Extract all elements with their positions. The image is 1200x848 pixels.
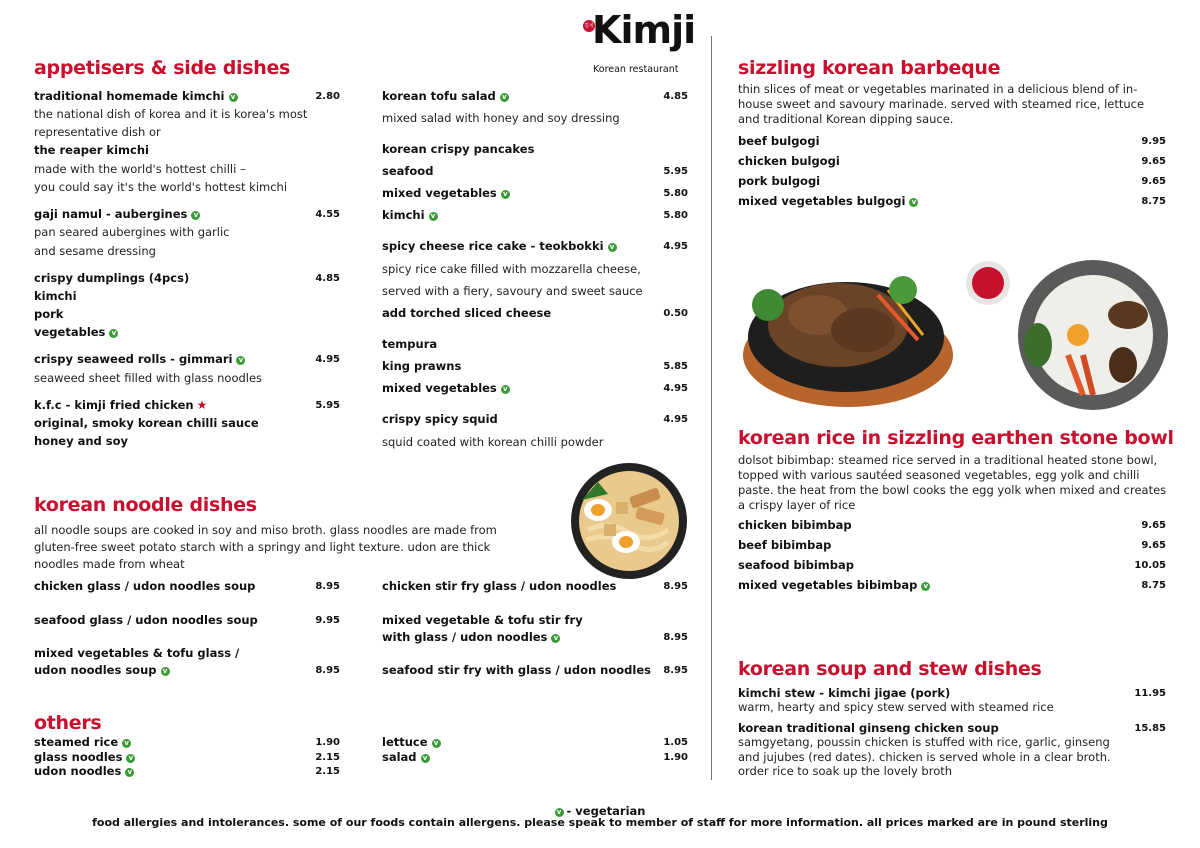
- vegetarian-icon: v: [236, 356, 245, 365]
- item-name: pork bulgogi: [738, 174, 821, 188]
- item-name: seafood bibimbap: [738, 558, 854, 572]
- vegetarian-icon: v: [125, 768, 134, 777]
- logo-badge-icon: 김치: [583, 20, 595, 32]
- item-price: 8.95: [663, 581, 688, 592]
- item-price: 4.85: [663, 91, 688, 102]
- item-description: seaweed sheet filled with glass noodles: [34, 371, 263, 385]
- item-price: 5.80: [663, 188, 688, 199]
- item-price: 4.95: [663, 383, 688, 394]
- item-name: tempura: [382, 337, 438, 351]
- item-price: 2.15: [315, 752, 340, 763]
- item-price: 4.85: [315, 273, 340, 284]
- item-name: k.f.c - kimji fried chicken ★: [34, 398, 208, 412]
- item-price: 8.95: [315, 581, 340, 592]
- vegetarian-icon: v: [161, 667, 170, 676]
- section-intro: dolsot bibimbap: steamed rice served in a traditional heated stone bowl, topped with various sautéed seasoned vegetables, egg yolk and chilli paste. the heat from the bowl cooks the egg yolk when mixed and creates a crispy layer of rice: [738, 453, 1167, 512]
- section-intro: all noodle soups are cooked in soy and miso broth. glass noodles are made from gluten-free sweet potato starch with a springy and light texture. udon are thick noodles made from wheat: [34, 523, 497, 571]
- item-name: kimchi stew - kimchi jigae (pork): [738, 686, 951, 700]
- vegetarian-icon: v: [421, 754, 430, 763]
- item-option: kimchi v: [382, 208, 438, 222]
- bbq-bibimbap-photo: [738, 255, 1168, 415]
- vegetarian-icon: v: [432, 739, 441, 748]
- item-price: 9.95: [1141, 136, 1166, 147]
- item-name: mixed vegetables & tofu glass /: [34, 646, 240, 660]
- item-price: 8.95: [663, 665, 688, 676]
- item-description: samgyetang, poussin chicken is stuffed with rice, garlic, ginseng and jujubes (red dates). chicken is served whole in a clear broth. order rice to soak up the lovely broth: [738, 735, 1111, 778]
- item-description: spicy rice cake filled with mozzarella cheese,: [382, 262, 641, 276]
- item-description: made with the world's hottest chilli –: [34, 162, 246, 176]
- item-name: mixed vegetables bibimbap v: [738, 578, 930, 592]
- vegetarian-icon: v: [429, 212, 438, 221]
- item-price: 8.95: [663, 632, 688, 643]
- item-option: king prawns: [382, 359, 462, 373]
- item-description: pan seared aubergines with garlic: [34, 225, 230, 239]
- item-name: seafood stir fry with glass / udon noodles: [382, 663, 651, 677]
- section-heading-soup: korean soup and stew dishes: [738, 658, 1042, 680]
- vegetarian-legend: v - vegetarian: [0, 800, 1200, 819]
- vegetarian-icon: v: [126, 754, 135, 763]
- item-option: pork: [34, 307, 64, 321]
- item-name: seafood glass / udon noodles soup: [34, 613, 258, 627]
- logo-tagline: Korean restaurant: [593, 64, 679, 75]
- item-description: warm, hearty and spicy stew served with steamed rice: [738, 700, 1054, 714]
- item-price: 0.50: [663, 308, 688, 319]
- vegetarian-icon: v: [555, 808, 564, 817]
- item-name: mixed vegetable & tofu stir fry: [382, 613, 583, 627]
- logo-wordmark: Kimji: [592, 8, 696, 52]
- item-price: 1.05: [663, 737, 688, 748]
- item-description: mixed salad with honey and soy dressing: [382, 111, 620, 125]
- item-name: with glass / udon noodles v: [382, 630, 560, 644]
- item-price: 11.95: [1134, 688, 1166, 699]
- item-name: crispy seaweed rolls - gimmari v: [34, 352, 245, 366]
- item-price: 4.95: [315, 354, 340, 365]
- item-price: 9.65: [1141, 156, 1166, 167]
- item-name: spicy cheese rice cake - teokbokki v: [382, 239, 617, 253]
- item-price: 1.90: [315, 737, 340, 748]
- item-price: 9.65: [1141, 520, 1166, 531]
- vegetarian-icon: v: [909, 198, 918, 207]
- vegetarian-icon: v: [501, 190, 510, 199]
- item-name: chicken bulgogi: [738, 154, 840, 168]
- item-price: 9.95: [315, 615, 340, 626]
- section-intro: thin slices of meat or vegetables marinated in a delicious blend of in-house sweet and savoury marinade. served with steamed rice, lettuce and traditional Korean dipping sauce.: [738, 82, 1145, 126]
- item-price: 8.95: [315, 665, 340, 676]
- item-name: mixed vegetables bulgogi v: [738, 194, 918, 208]
- item-price: 2.80: [315, 91, 340, 102]
- item-price: 2.15: [315, 766, 340, 777]
- item-price: 8.75: [1141, 196, 1166, 207]
- item-option: seafood: [382, 164, 434, 178]
- item-name: korean crispy pancakes: [382, 142, 535, 156]
- section-heading-others: others: [34, 712, 102, 734]
- item-name: chicken bibimbap: [738, 518, 852, 532]
- item-price: 4.55: [315, 209, 340, 220]
- item-name: steamed rice v: [34, 735, 131, 749]
- item-description: representative dish or: [34, 125, 161, 139]
- vegetarian-icon: v: [500, 93, 509, 102]
- vegetarian-icon: v: [501, 385, 510, 394]
- item-name: lettuce v: [382, 735, 441, 749]
- item-description: served with a fiery, savoury and sweet sauce: [382, 284, 643, 298]
- item-price: 5.80: [663, 210, 688, 221]
- item-addon: add torched sliced cheese: [382, 306, 552, 320]
- item-price: 8.75: [1141, 580, 1166, 591]
- item-name: udon noodles v: [34, 764, 134, 778]
- item-name: beef bulgogi: [738, 134, 820, 148]
- item-option: original, smoky korean chilli sauce: [34, 416, 259, 430]
- item-price: 4.95: [663, 414, 688, 425]
- item-name: korean traditional ginseng chicken soup: [738, 721, 999, 735]
- item-name: the reaper kimchi: [34, 143, 149, 157]
- item-price: 5.85: [663, 361, 688, 372]
- item-name: crispy dumplings (4pcs): [34, 271, 190, 285]
- item-price: 1.90: [663, 752, 688, 763]
- item-name: beef bibimbap: [738, 538, 832, 552]
- vegetarian-icon: v: [109, 329, 118, 338]
- vegetarian-icon: v: [122, 739, 131, 748]
- item-price: 4.95: [663, 241, 688, 252]
- item-option: honey and soy: [34, 434, 128, 448]
- item-price: 10.05: [1134, 560, 1166, 571]
- item-name: chicken stir fry glass / udon noodles: [382, 579, 617, 593]
- vegetarian-icon: v: [191, 211, 200, 220]
- item-name: salad v: [382, 750, 430, 764]
- item-price: 15.85: [1134, 723, 1166, 734]
- item-price: 9.65: [1141, 176, 1166, 187]
- vegetarian-icon: v: [921, 582, 930, 591]
- item-price: 5.95: [663, 166, 688, 177]
- vegetarian-icon: v: [229, 93, 238, 102]
- item-name: korean tofu salad v: [382, 89, 509, 103]
- item-option: mixed vegetables v: [382, 381, 510, 395]
- section-heading-bbq: sizzling korean barbeque: [738, 57, 1001, 79]
- item-price: 9.65: [1141, 540, 1166, 551]
- item-name: crispy spicy squid: [382, 412, 498, 426]
- vegetarian-icon: v: [551, 634, 560, 643]
- item-name: gaji namul - aubergines v: [34, 207, 200, 221]
- item-description: you could say it's the world's hottest kimchi: [34, 180, 288, 194]
- section-heading-rice: korean rice in sizzling earthen stone bowl: [738, 427, 1174, 449]
- noodle-bowl-photo: [568, 460, 690, 582]
- item-option: mixed vegetables v: [382, 186, 510, 200]
- section-heading-noodles: korean noodle dishes: [34, 494, 257, 516]
- item-price: 5.95: [315, 400, 340, 411]
- item-name: glass noodles v: [34, 750, 135, 764]
- star-icon: ★: [196, 398, 208, 412]
- section-heading-appetisers: appetisers & side dishes: [34, 57, 291, 79]
- item-description: and sesame dressing: [34, 244, 156, 258]
- item-name: traditional homemade kimchi v: [34, 89, 238, 103]
- column-divider: [711, 36, 712, 780]
- vegetarian-icon: v: [608, 243, 617, 252]
- item-option: vegetables v: [34, 325, 118, 339]
- item-description: squid coated with korean chilli powder: [382, 435, 604, 449]
- allergy-notice: food allergies and intolerances. some of our foods contain allergens. please speak to member of staff for more information. all prices marked are in pound sterling: [92, 816, 1108, 829]
- item-name: udon noodles soup v: [34, 663, 170, 677]
- item-option: kimchi: [34, 289, 77, 303]
- item-description: the national dish of korea and it is korea's most: [34, 107, 308, 121]
- item-name: chicken glass / udon noodles soup: [34, 579, 256, 593]
